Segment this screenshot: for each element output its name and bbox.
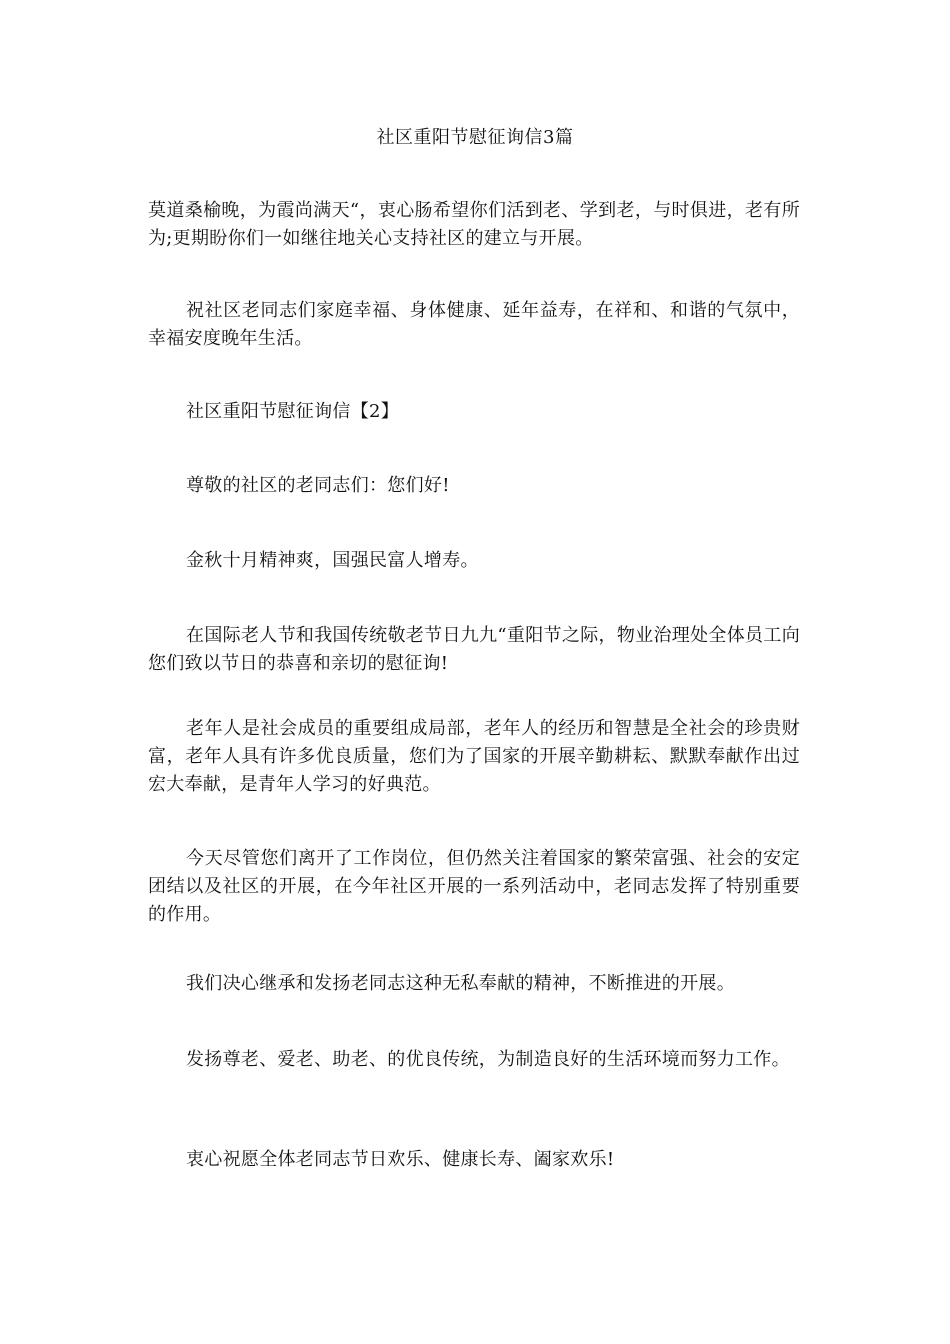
paragraph-2: 祝社区老同志们家庭幸福、身体健康、延年益寿，在祥和、和谐的气氛中，幸福安度晚年生活。 (148, 300, 800, 349)
paragraph-11: 衷心祝愿全体老同志节日欢乐、健康长寿、阖家欢乐! (186, 1149, 615, 1170)
paragraph-8: 今天尽管您们离开了工作岗位，但仍然关注着国家的繁荣富强、社会的安定团结以及社区的开展，在今年社区开展的一系列活动中，老同志发挥了特别重要的作用。 (148, 848, 800, 925)
paragraph-7: 老年人是社会成员的重要组成局部，老年人的经历和智慧是全社会的珍贵财富，老年人具有许多优良质量，您们为了国家的开展辛勤耕耘、默默奉献作出过宏大奉献，是青年人学习的好典范。 (148, 718, 800, 795)
salutation: 尊敬的社区的老同志们：您们好! (186, 475, 450, 496)
paragraph-1: 莫道桑榆晚，为霞尚满天“，衷心肠希望你们活到老、学到老，与时俱进，老有所为;更期盼你们一如继往地关心支持社区的建立与开展。 (148, 200, 800, 249)
document-title: 社区重阳节慰征询信3篇 (376, 127, 574, 148)
paragraph-6: 在国际老人节和我国传统敬老节日九九“重阳节之际，物业治理处全体员工向您们致以节日的恭喜和亲切的慰征询! (148, 625, 800, 674)
paragraph-10: 发扬尊老、爱老、助老、的优良传统，为制造良好的生活环境而努力工作。 (186, 1049, 790, 1070)
paragraph-9: 我们决心继承和发扬老同志这种无私奉献的精神，不断推进的开展。 (186, 973, 735, 994)
paragraph-5: 金秋十月精神爽，国强民富人增寿。 (186, 550, 479, 571)
section-heading-2: 社区重阳节慰征询信【2】 (186, 401, 400, 422)
